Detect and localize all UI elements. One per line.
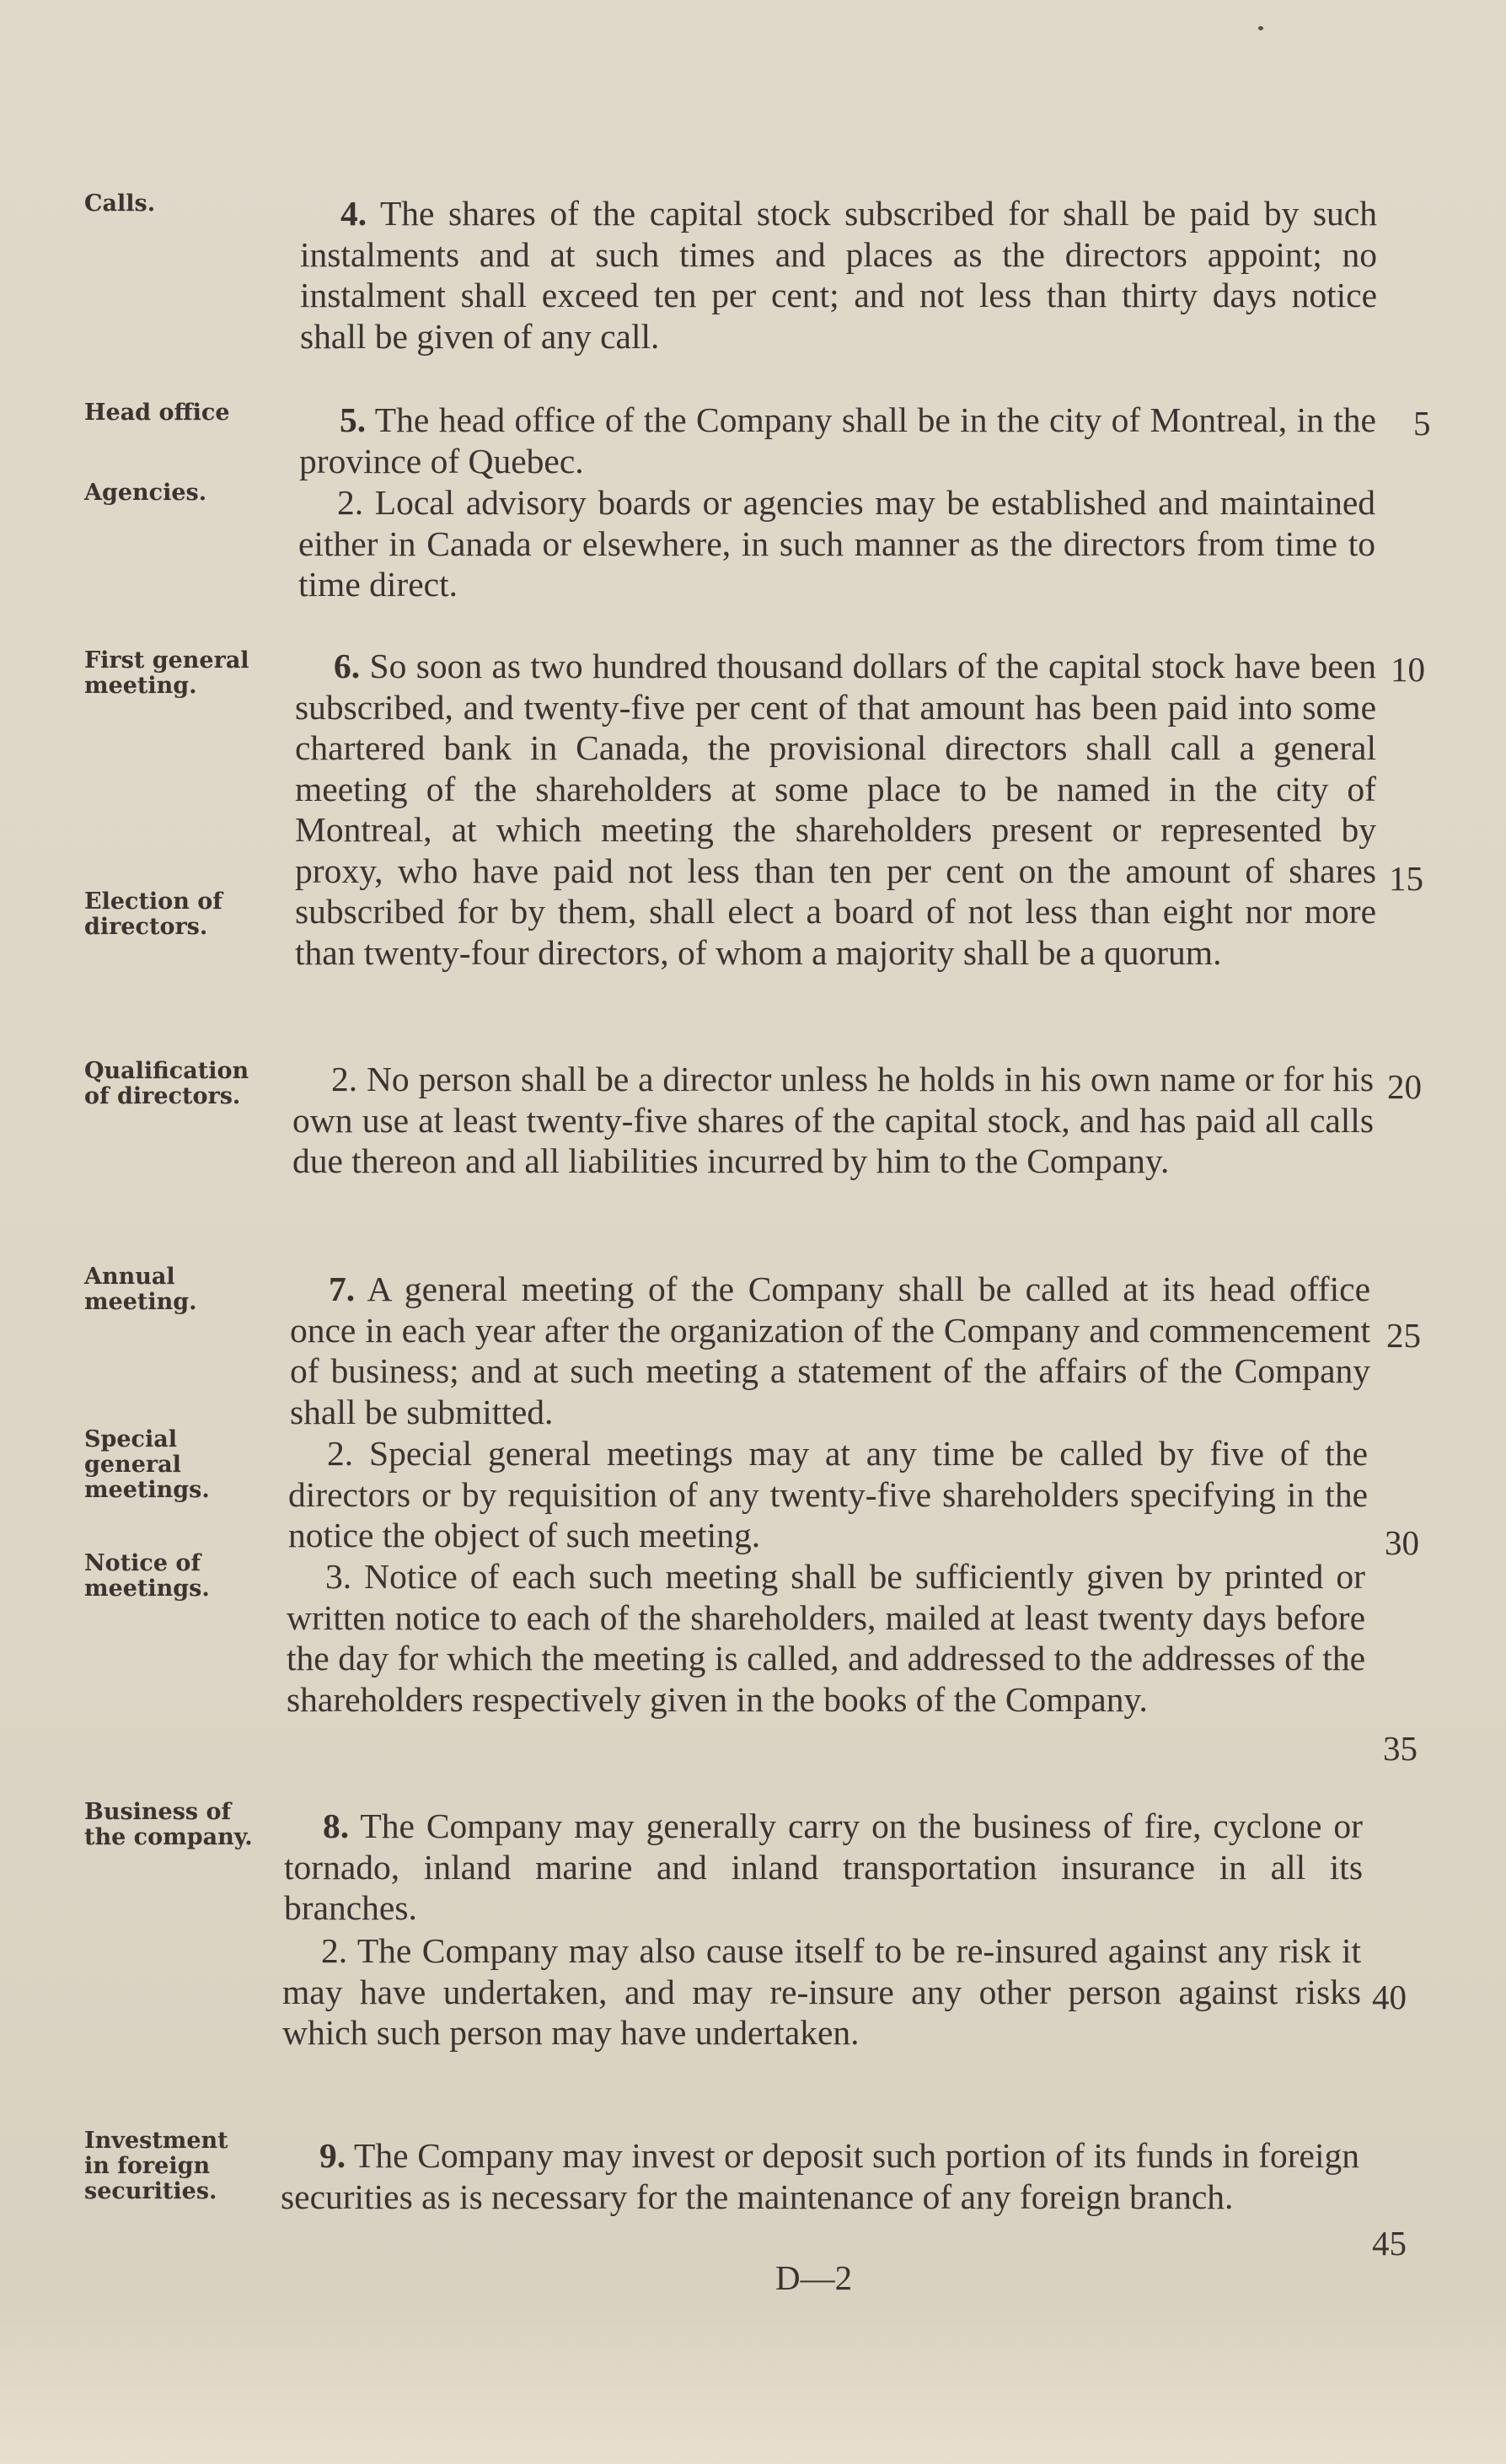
line-number-25: 25	[1386, 1316, 1421, 1355]
margin-note-agencies: Agencies.	[84, 480, 207, 506]
ink-speck	[1258, 26, 1263, 30]
section-5-paragraph	[299, 400, 1376, 481]
margin-note-qualification-of-directors: Qualification of directors.	[84, 1058, 249, 1109]
section-text: 2. No person shall be a director unless he holds in his own name or for his own use at least twenty-five shares of the capital stock, and has paid all calls due thereon and all liabilities incurred by him to the Company.	[292, 1060, 1374, 1180]
margin-note-first-general-meeting: First general meeting.	[84, 647, 249, 699]
margin-note-business-of-the-company: Business of the company.	[84, 1799, 253, 1850]
section-8-paragraph	[284, 1806, 1363, 1929]
section-number: 7.	[329, 1270, 356, 1308]
section-text: The shares of the capital stock subscribed for shall be paid by such instalments and at such times and places as the directors appoint; no instalment shall exceed ten per cent; and not less than thirty days notice shall be given of any call.	[300, 194, 1377, 356]
section-text: 2. The Company may also cause itself to be re-insured against any risk it may have undertaken, and may re-insure any other person against risks which such person may have undertaken.	[282, 1931, 1361, 2052]
margin-note-calls: Calls.	[84, 191, 156, 217]
section-text: 2. Local advisory boards or agencies may be established and maintained either in Canada or elsewhere, in such manner as the directors from time to time direct.	[298, 483, 1375, 604]
section-number: 8.	[323, 1806, 350, 1845]
section-4-paragraph	[300, 193, 1377, 357]
line-number-5: 5	[1413, 404, 1431, 443]
section-text: The Company may generally carry on the business of fire, cyclone or tornado, inland marine and inland transportation insurance in all its branches.	[284, 1806, 1363, 1927]
line-number-45: 45	[1372, 2224, 1407, 2263]
section-text: 3. Notice of each such meeting shall be sufficiently given by printed or written notice to each of the shareholders, mailed at least twenty days before the day for which the meeting is called, and addressed to the addresses of the shareholders respectively given in the books of the Company.	[287, 1557, 1365, 1719]
section-text: So soon as two hundred thousand dollars of the capital stock have been subscribed, and twenty-five per cent of that amount has been paid into some chartered bank in Canada, the provisional directors shall call a general meeting of the shareholders at some place to be named in the city of Montreal, at which meeting the shareholders present or represented by proxy, who have paid not less than ten per cent on the amount of shares subscribed for by them, shall elect a board of not less than eight nor more than twenty-four directors, of whom a majority shall be a quorum.	[295, 647, 1376, 972]
section-text: A general meeting of the Company shall be called at its head office once in each year after the organization of the Company and commencement of business; and at such meeting a statement of the affairs of the Company shall be submitted.	[290, 1270, 1370, 1431]
section-6-subsection-2	[292, 1059, 1374, 1182]
line-number-30: 30	[1385, 1523, 1419, 1562]
margin-note-investment-in-foreign-securities: Investment in foreign securities.	[84, 2128, 228, 2204]
section-text: The Company may invest or deposit such portion of its funds in foreign securities as is necessary for the maintenance of any foreign branch.	[281, 2136, 1359, 2216]
section-text: 2. Special general meetings may at any time be called by five of the directors or by requisition of any twenty-five shareholders specifying in the notice the object of such meeting.	[288, 1434, 1368, 1554]
section-number: 5.	[340, 400, 367, 439]
line-number-20: 20	[1387, 1067, 1422, 1106]
section-5-subsection-2	[298, 482, 1375, 605]
section-7-subsection-3	[287, 1556, 1365, 1720]
section-7-subsection-2	[288, 1433, 1368, 1556]
section-7-paragraph	[290, 1269, 1370, 1432]
section-6-paragraph	[295, 646, 1376, 973]
section-number: 4.	[340, 194, 367, 233]
margin-note-annual-meeting: Annual meeting.	[84, 1264, 197, 1315]
line-number-15: 15	[1389, 859, 1423, 898]
margin-note-election-of-directors: Election of directors.	[84, 888, 222, 940]
section-8-subsection-2	[282, 1930, 1361, 2053]
section-number: 6.	[334, 647, 361, 685]
page-folio: D—2	[775, 2258, 853, 2297]
section-text: The head office of the Company shall be in the city of Montreal, in the province of Quebec.	[299, 400, 1376, 480]
margin-note-special-general-meetings: Special general meetings.	[84, 1426, 210, 1503]
line-number-10: 10	[1391, 650, 1425, 689]
line-number-40: 40	[1372, 1978, 1407, 2016]
section-number: 9.	[319, 2136, 346, 2175]
line-number-35: 35	[1383, 1729, 1418, 1768]
margin-note-notice-of-meetings: Notice of meetings.	[84, 1550, 210, 1602]
margin-note-head-office: Head office	[84, 400, 230, 426]
section-9-paragraph	[281, 2135, 1359, 2217]
